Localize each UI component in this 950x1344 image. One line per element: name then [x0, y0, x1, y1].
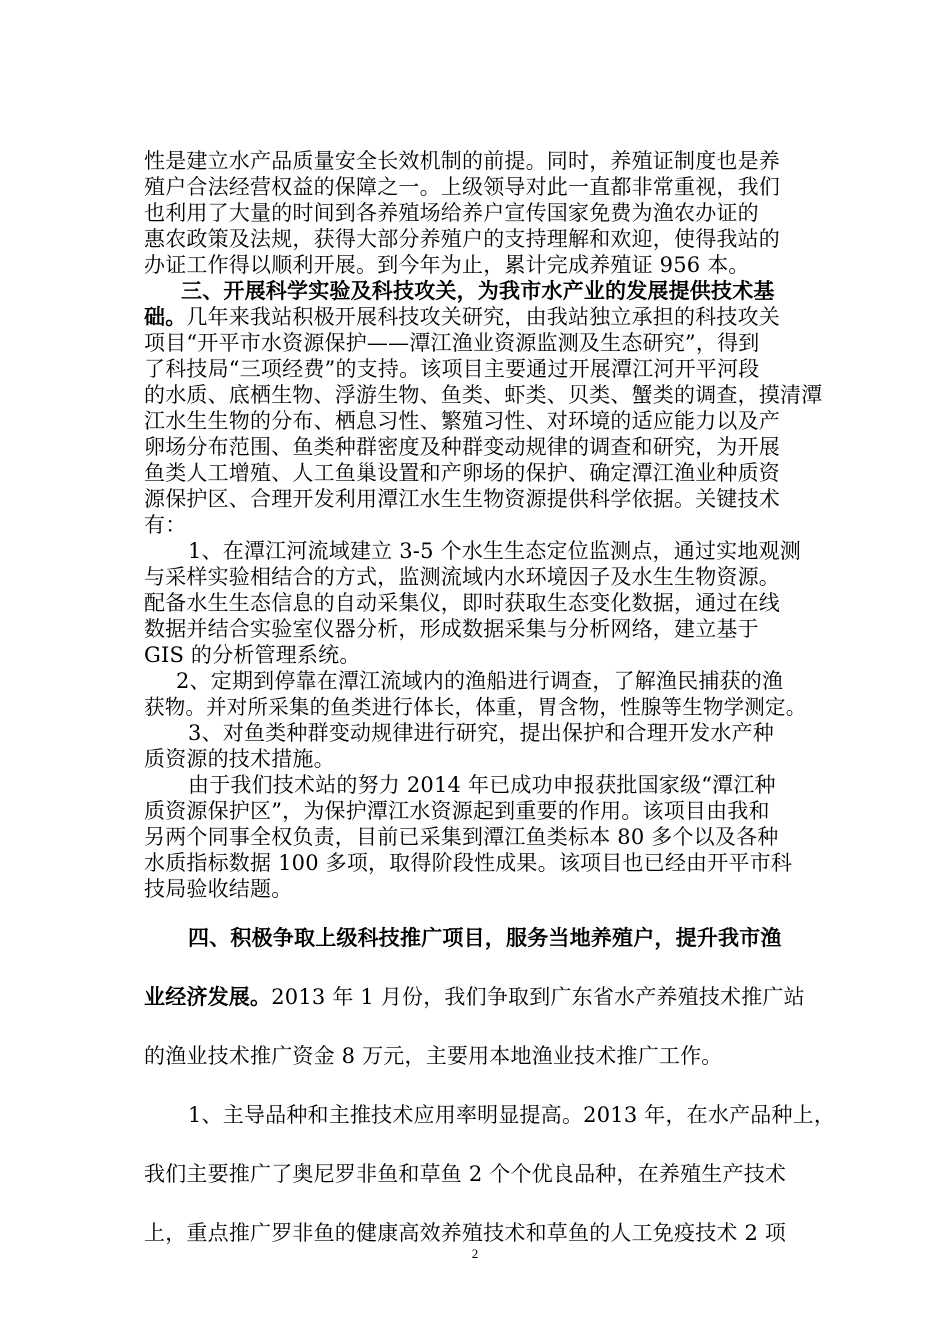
- heading-tail: 业经济发展。: [144, 984, 272, 1009]
- paragraph-line: 技局验收结题。: [144, 877, 293, 901]
- list-item-line: 上，重点推广罗非鱼的健康高效养殖技术和草鱼的人工免疫技术 2 项: [144, 1221, 787, 1245]
- list-item-line: 3、对鱼类种群变动规律进行研究，提出保护和合理开发水产种: [188, 721, 774, 745]
- list-item-line: 质资源的技术措施。: [144, 747, 335, 771]
- list-item-line: 1、主导品种和主推技术应用率明显提高。2013 年，在水产品种上，: [188, 1103, 836, 1127]
- paragraph-line: 的水质、底栖生物、浮游生物、鱼类、虾类、贝类、蟹类的调查，摸清潭: [144, 383, 823, 407]
- paragraph-line: 江水生生物的分布、栖息习性、繁殖习性、对环境的适应能力以及产: [144, 409, 780, 433]
- paragraph-line: 质资源保护区”，为保护潭江水资源起到重要的作用。该项目由我和: [144, 799, 770, 823]
- page-number: 2: [471, 1246, 479, 1261]
- paragraph-line: 办证工作得以顺利开展。到今年为止，累计完成养殖证 956 本。: [144, 253, 750, 277]
- paragraph-line: 鱼类人工增殖、人工鱼巢设置和产卵场的保护、确定潭江渔业种质资: [144, 461, 780, 485]
- list-item-line: 我们主要推广了奥尼罗非鱼和草鱼 2 个个优良品种，在养殖生产技术: [144, 1162, 787, 1186]
- list-item-line: GIS 的分析管理系统。: [144, 643, 361, 667]
- paragraph-line: 另两个同事全权负责，目前已采集到潭江鱼类标本 80 多个以及各种: [144, 825, 779, 849]
- paragraph-line: 的渔业技术推广资金 8 万元，主要用本地渔业技术推广工作。: [144, 1044, 723, 1068]
- heading-tail: 础。: [144, 304, 187, 329]
- list-item-line: 与采样实验相结合的方式，监测流域内水环境因子及水生生物资源。: [144, 565, 780, 589]
- paragraph-line: 惠农政策及法规，获得大部分养殖户的支持理解和欢迎，使得我站的: [144, 227, 780, 251]
- paragraph-text: 几年来我站积极开展科技攻关研究，由我站独立承担的科技攻关: [186, 305, 781, 329]
- paragraph-line: 由于我们技术站的努力 2014 年已成功申报获批国家级“潭江种: [188, 773, 776, 797]
- paragraph-line: 卵场分布范围、鱼类种群密度及种群变动规律的调查和研究，为开展: [144, 435, 780, 459]
- paragraph-line: 也利用了大量的时间到各养殖场给养户宣传国家免费为渔农办证的: [144, 201, 759, 225]
- list-item-line: 获物。并对所采集的鱼类进行体长，体重，胃含物，性腺等生物学测定。: [144, 695, 807, 719]
- paragraph-line: 有：: [144, 513, 187, 537]
- list-item-line: 1、在潭江河流域建立 3-5 个水生生态定位监测点，通过实地观测: [188, 539, 801, 563]
- list-item-line: 数据并结合实验室仪器分析，形成数据采集与分析网络，建立基于: [144, 617, 759, 641]
- paragraph-line: 殖户合法经营权益的保障之一。上级领导对此一直都非常重视，我们: [144, 175, 780, 199]
- paragraph-line: 性是建立水产品质量安全长效机制的前提。同时，养殖证制度也是养: [144, 149, 780, 173]
- section-heading-continuation: [144, 984, 814, 1010]
- paragraph-line: 项目“开平市水资源保护——潭江渔业资源监测及生态研究”，得到: [144, 331, 760, 355]
- section-heading: 三、开展科学实验及科技攻关，为我市水产业的发展提供技术基: [181, 278, 775, 303]
- paragraph-line: 了科技局“三项经费”的支持。该项目主要通过开展潭江河开平河段: [144, 357, 760, 381]
- section-heading-continuation: [144, 304, 814, 330]
- list-item-line: 配备水生生态信息的自动采集仪，即时获取生态变化数据，通过在线: [144, 591, 780, 615]
- paragraph-line: 水质指标数据 100 多项，取得阶段性成果。该项目也已经由开平市科: [144, 851, 793, 875]
- paragraph-text: 2013 年 1 月份，我们争取到广东省水产养殖技术推广站: [271, 985, 805, 1009]
- paragraph-line: 源保护区、合理开发利用潭江水生生物资源提供科学依据。关键技术: [144, 487, 780, 511]
- list-item-line: 2、定期到停靠在潭江流域内的渔船进行调查，了解渔民捕获的渔: [176, 669, 784, 693]
- section-heading: 四、积极争取上级科技推广项目，服务当地养殖户，提升我市渔: [188, 925, 782, 950]
